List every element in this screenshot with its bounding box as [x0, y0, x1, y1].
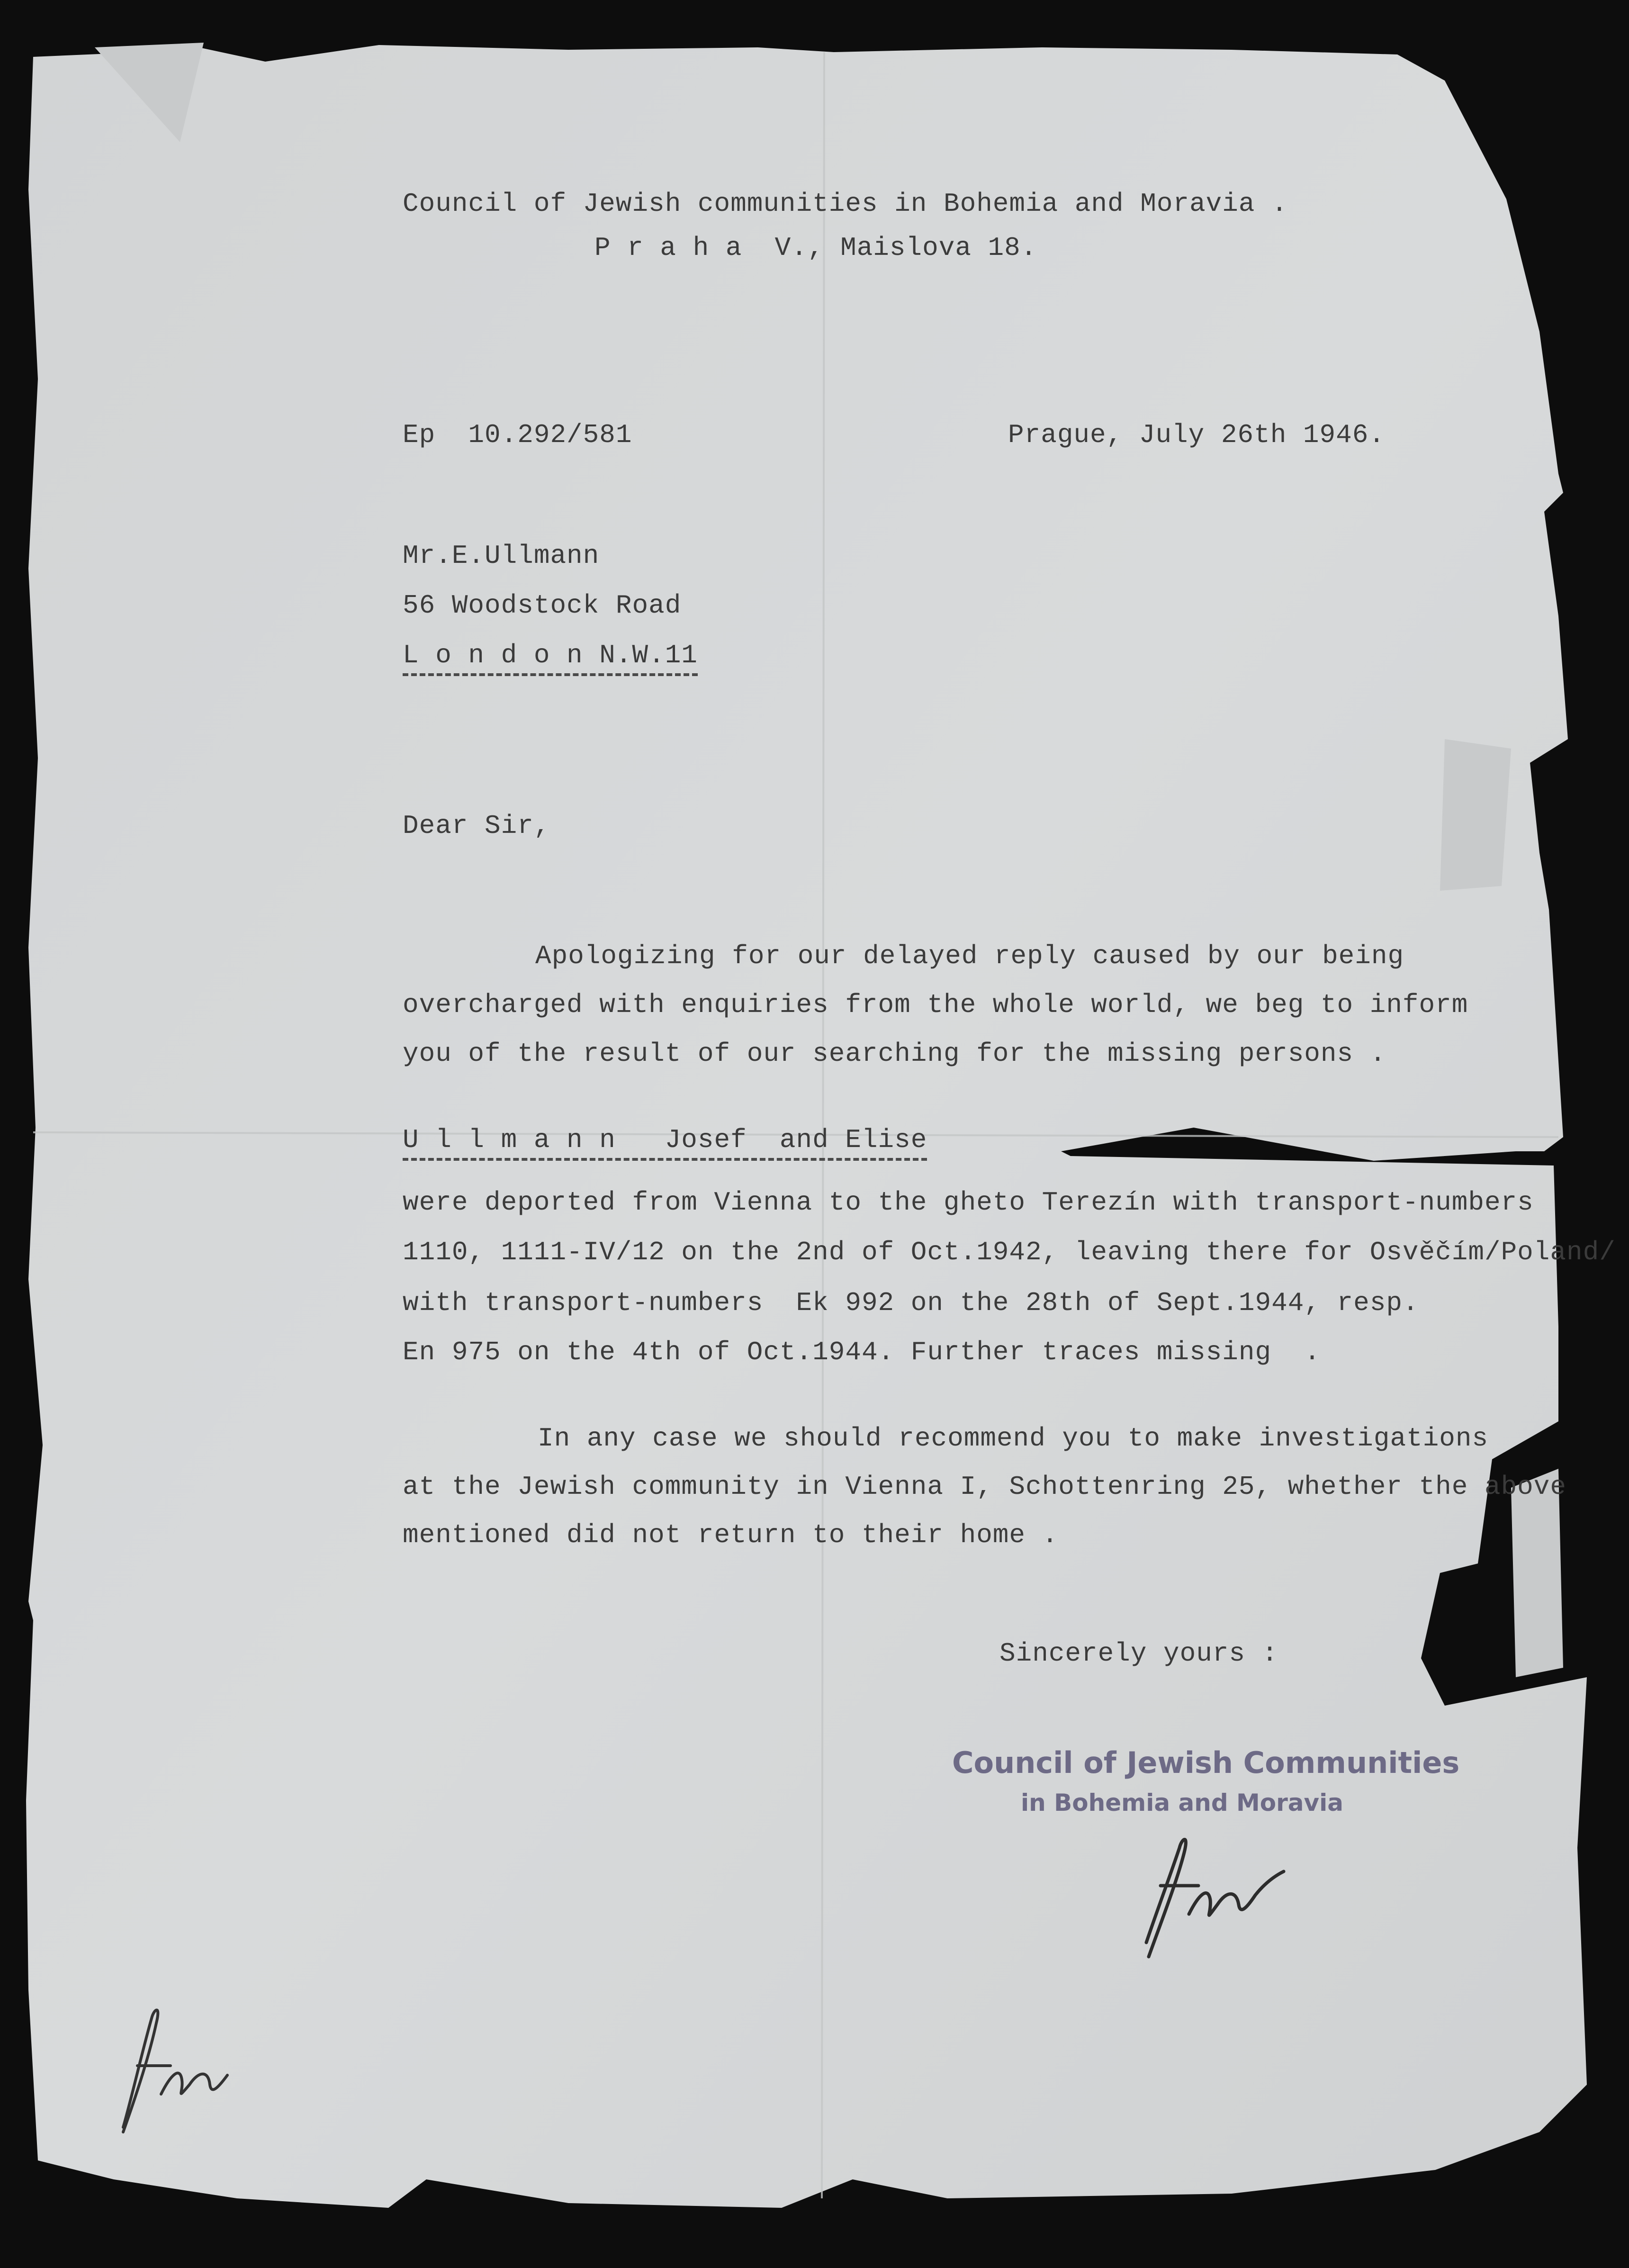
- paragraph-2-line-4: En 975 on the 4th of Oct.1944. Further traces missing .: [403, 1337, 1321, 1367]
- recipient-city: L o n d o n N.W.11: [403, 642, 698, 676]
- paragraph-3-line-1: In any case we should recommend you to make investigations: [538, 1423, 1489, 1454]
- letterhead-line-1: Council of Jewish communities in Bohemia and Moravia .: [403, 189, 1288, 219]
- paragraph-1-line-1: Apologizing for our delayed reply caused by our being: [535, 941, 1404, 971]
- reference-number: Ep 10.292/581: [403, 420, 632, 450]
- paragraph-1-line-2: overcharged with enquiries from the whole world, we beg to inform: [403, 990, 1468, 1020]
- paragraph-3-line-2: at the Jewish community in Vienna I, Schottenring 25, whether the above: [403, 1472, 1566, 1502]
- signature: [1127, 1819, 1298, 1966]
- letterhead-line-2: P r a h a V., Maislova 18.: [594, 233, 1037, 263]
- recipient-name: Mr.E.Ullmann: [403, 541, 600, 571]
- paragraph-3-line-3: mentioned did not return to their home .: [403, 1520, 1059, 1550]
- salutation: Dear Sir,: [403, 811, 550, 841]
- closing: Sincerely yours :: [999, 1638, 1278, 1669]
- paragraph-1-line-3: you of the result of our searching for the missing persons .: [403, 1039, 1386, 1069]
- letter-date: Prague, July 26th 1946.: [1008, 420, 1385, 450]
- missing-persons-names: U l l m a n n Josef and Elise: [403, 1127, 927, 1161]
- stamp-line-2: in Bohemia and Moravia: [1021, 1789, 1344, 1816]
- recipient-street: 56 Woodstock Road: [403, 590, 682, 621]
- stamp-line-1: Council of Jewish Communities: [952, 1745, 1460, 1780]
- paragraph-2-line-3: with transport-numbers Ek 992 on the 28th of Sept.1944, resp.: [403, 1288, 1419, 1318]
- paragraph-2-line-2: 1110, 1111-IV/12 on the 2nd of Oct.1942, leaving there for Osvěčím/Poland/: [403, 1237, 1616, 1267]
- paragraph-2-line-1: were deported from Vienna to the gheto Terezín with transport-numbers: [403, 1187, 1534, 1218]
- margin-initials: [95, 1990, 242, 2141]
